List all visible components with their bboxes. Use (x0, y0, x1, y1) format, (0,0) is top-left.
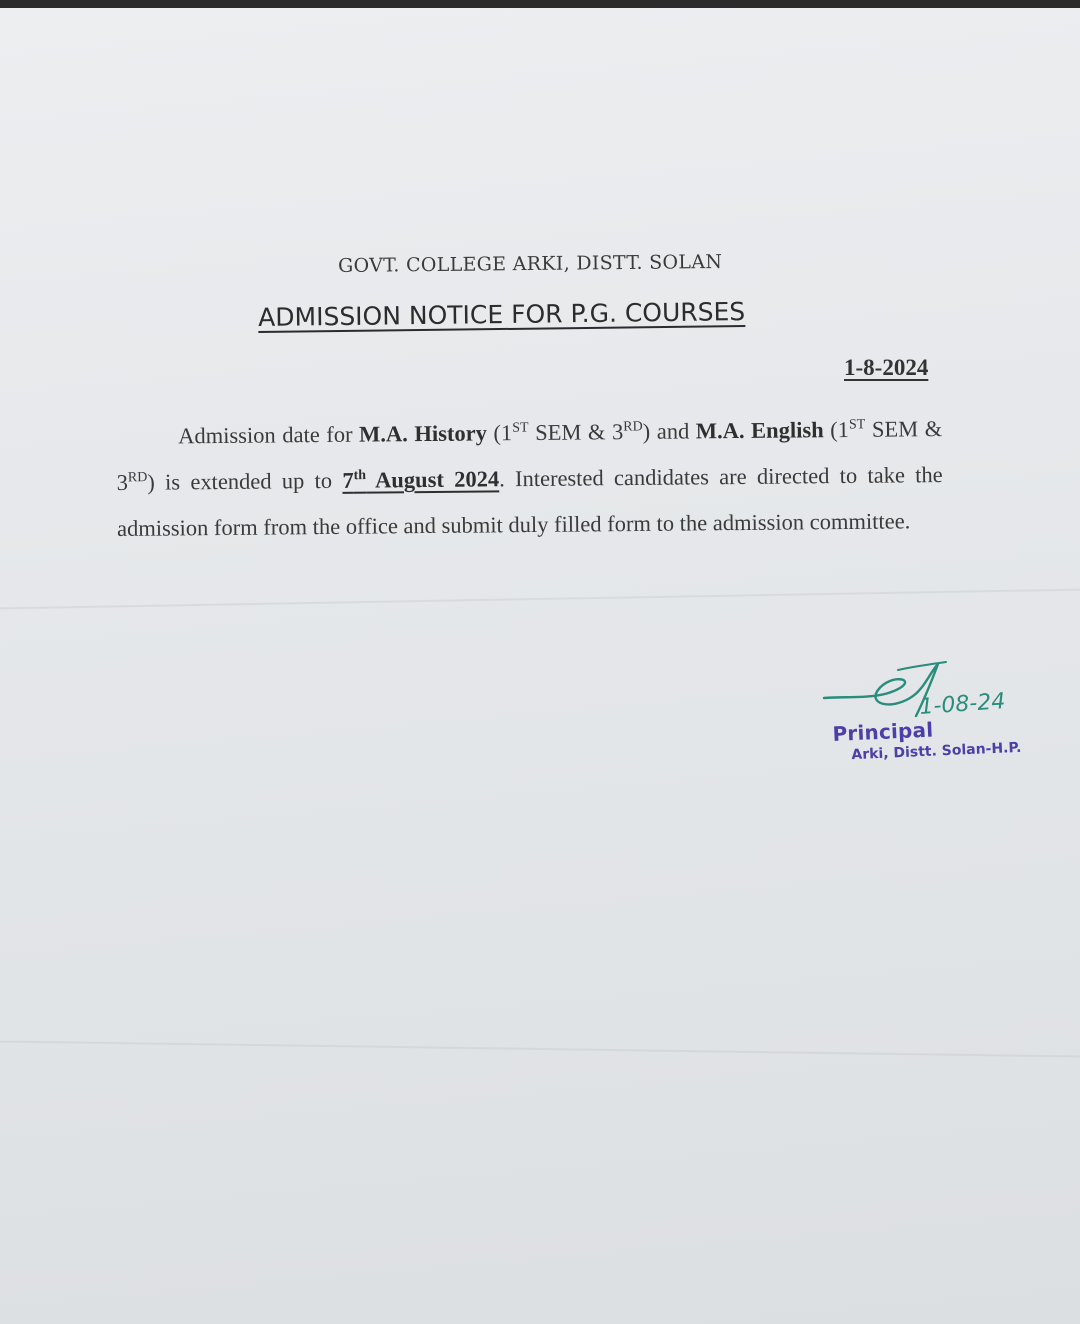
paper-crease (0, 589, 1080, 610)
deadline-day: 7 (342, 467, 354, 493)
superscript: ST (512, 420, 529, 436)
body-text-segment: SEM & 3 (116, 416, 943, 495)
superscript: ST (848, 417, 866, 433)
stamp-title: Principal (832, 717, 934, 746)
body-text-segment: ) and (642, 418, 696, 444)
signature-stroke (898, 662, 946, 670)
deadline-month-year: August 2024 (365, 466, 500, 493)
paper-crease (0, 1040, 1080, 1057)
body-text-segment: (1 (823, 416, 850, 443)
body-text-segment: . Interested candidates are directed to take the admission form from the office and submit duly filled form to the admission committee. (116, 462, 943, 541)
institution-name: GOVT. COLLEGE ARKI, DISTT. SOLAN (338, 250, 723, 277)
course-ma-history: M.A. History (358, 420, 488, 447)
notice-heading: ADMISSION NOTICE FOR P.G. COURSES (258, 297, 746, 332)
deadline-superscript: th (353, 468, 367, 484)
notice-date: 1-8-2024 (844, 355, 929, 380)
body-text-segment: ) is extended up to (147, 467, 343, 495)
stamp-address: Arki, Distt. Solan-H.P. (851, 739, 1022, 764)
deadline-date (342, 466, 499, 493)
notice-body (116, 406, 943, 552)
body-text-segment: (1 (486, 420, 513, 446)
body-text-segment: Admission date for (178, 421, 360, 449)
superscript: RD (623, 419, 643, 435)
official-stamp (832, 714, 1022, 764)
course-ma-english: M.A. English (695, 417, 824, 444)
body-text-segment: SEM & 3 (528, 419, 624, 446)
superscript: RD (127, 470, 148, 486)
handwritten-date: 1-08-24 (918, 689, 1007, 720)
